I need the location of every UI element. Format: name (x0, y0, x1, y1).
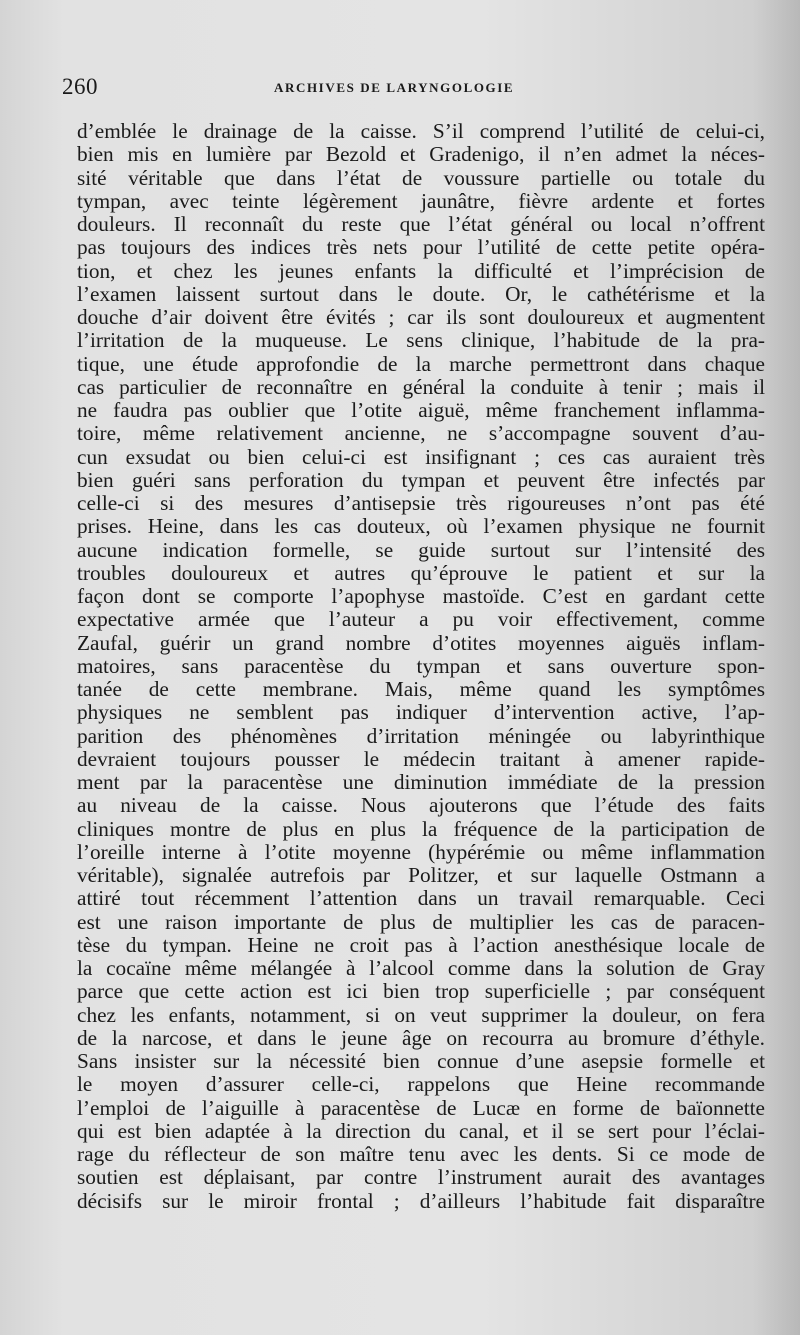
text-line: ne faudra pas oublier que l’otite aiguë, même franchement inflamma- (77, 398, 765, 422)
text-line: qui est bien adaptée à la direction du canal, et il se sert pour l’éclai- (77, 1118, 765, 1143)
text-line: douleurs. Il reconnaît du reste que l’état général ou local n’offrent (77, 212, 765, 236)
text-line: la cocaïne même mélangée à l’alcool comme dans la solution de Gray (77, 956, 765, 980)
text-line: cliniques montre de plus en plus la fréquence de la participation de (77, 816, 765, 841)
text-line: tion, et chez les jeunes enfants la difficulté et l’imprécision de (77, 258, 765, 283)
text-line: troubles douloureux et autres qu’éprouve le patient et sur la (77, 560, 765, 585)
text-line: aucune indication formelle, se guide surtout sur l’intensité des (77, 537, 765, 562)
text-line: tèse du tympan. Heine ne croit pas à l’action anesthésique locale de (77, 932, 765, 957)
page-number: 260 (62, 74, 98, 99)
text-line: tique, une étude approfondie de la marche permettront dans chaque (77, 351, 765, 376)
text-line: soutien est déplaisant, par contre l’instrument aurait des avantages (77, 1165, 765, 1190)
text-line: tanée de cette membrane. Mais, même quand les symptômes (77, 677, 765, 701)
text-line: prises. Heine, dans les cas douteux, où l’examen physique ne fournit (77, 514, 765, 539)
text-line: rage du réflecteur de son maître tenu avec les dents. Si ce mode de (77, 1142, 765, 1166)
text-line: l’oreille interne à l’otite moyenne (hypérémie ou même inflammation (77, 839, 765, 864)
text-line: ment par la paracentèse une diminution immédiate de la pression (77, 770, 765, 794)
text-line: véritable), signalée autrefois par Politzer, et sur laquelle Ostmann a (77, 863, 765, 887)
text-line: attiré tout récemment l’attention dans un travail remarquable. Ceci (77, 886, 765, 911)
text-line: bien mis en lumière par Bezold et Gradenigo, il n’en admet la néces- (77, 142, 765, 167)
text-line: parce que cette action est ici bien trop superficielle ; par conséquent (77, 979, 765, 1004)
text-line: parition des phénomènes d’irritation méningée ou labyrinthique (77, 723, 765, 748)
text-line: l’irritation de la muqueuse. Le sens clinique, l’habitude de la pra- (77, 328, 765, 353)
text-line: décisifs sur le miroir frontal ; d’ailleurs l’habitude fait disparaître (77, 1188, 765, 1213)
text-line: douche d’air doivent être évités ; car ils sont douloureux et augmentent (77, 305, 765, 329)
text-line: d’emblée le drainage de la caisse. S’il comprend l’utilité de celui-ci, (77, 119, 765, 143)
text-line: expectative armée que l’auteur a pu voir effectivement, comme (77, 607, 765, 632)
text-line: matoires, sans paracentèse du tympan et sans ouverture spon- (77, 653, 765, 678)
running-title: ARCHIVES DE LARYNGOLOGIE (274, 80, 515, 95)
text-line: pas toujours des indices très nets pour l’utilité de cette petite opéra- (77, 235, 765, 260)
text-line: le moyen d’assurer celle-ci, rappelons que Heine recommande (77, 1072, 765, 1097)
text-line: l’emploi de l’aiguille à paracentèse de Lucæ en forme de baïonnette (77, 1095, 765, 1120)
text-line: cas particulier de reconnaître en général la conduite à tenir ; mais il (77, 374, 765, 399)
text-line: celle-ci si des mesures d’antisepsie très rigoureuses n’ont pas été (77, 491, 765, 515)
text-line: chez les enfants, notamment, si on veut supprimer la douleur, on fera (77, 1002, 765, 1027)
text-line: tympan, avec teinte légèrement jaunâtre, fièvre ardente et fortes (77, 188, 765, 213)
text-line: devraient toujours pousser le médecin traitant à amener rapide- (77, 746, 765, 771)
text-line: de la narcose, et dans le jeune âge on recourra au bromure d’éthyle. (77, 1025, 765, 1050)
text-line: l’examen laissent surtout dans le doute. Or, le cathétérisme et la (77, 281, 765, 306)
text-line: Sans insister sur la nécessité bien connue d’une asepsie formelle et (77, 1049, 765, 1073)
text-line: façon dont se comporte l’apophyse mastoïde. C’est en gardant cette (77, 584, 765, 608)
body-text (77, 120, 765, 1213)
text-line: physiques ne semblent pas indiquer d’intervention active, l’ap- (77, 700, 765, 725)
text-line: toire, même relativement ancienne, ne s’accompagne souvent d’au- (77, 421, 765, 446)
page-header (62, 74, 742, 106)
text-line: cun exsudat ou bien celui-ci est insifignant ; ces cas auraient très (77, 444, 765, 469)
text-line: au niveau de la caisse. Nous ajouterons que l’étude des faits (77, 793, 765, 818)
text-line: sité véritable que dans l’état de voussure partielle ou totale du (77, 165, 765, 190)
text-line: est une raison importante de plus de multiplier les cas de paracen- (77, 909, 765, 934)
text-line: bien guéri sans perforation du tympan et peuvent être infectés par (77, 467, 765, 492)
text-line: Zaufal, guérir un grand nombre d’otites moyennes aiguës inflam- (77, 630, 765, 655)
